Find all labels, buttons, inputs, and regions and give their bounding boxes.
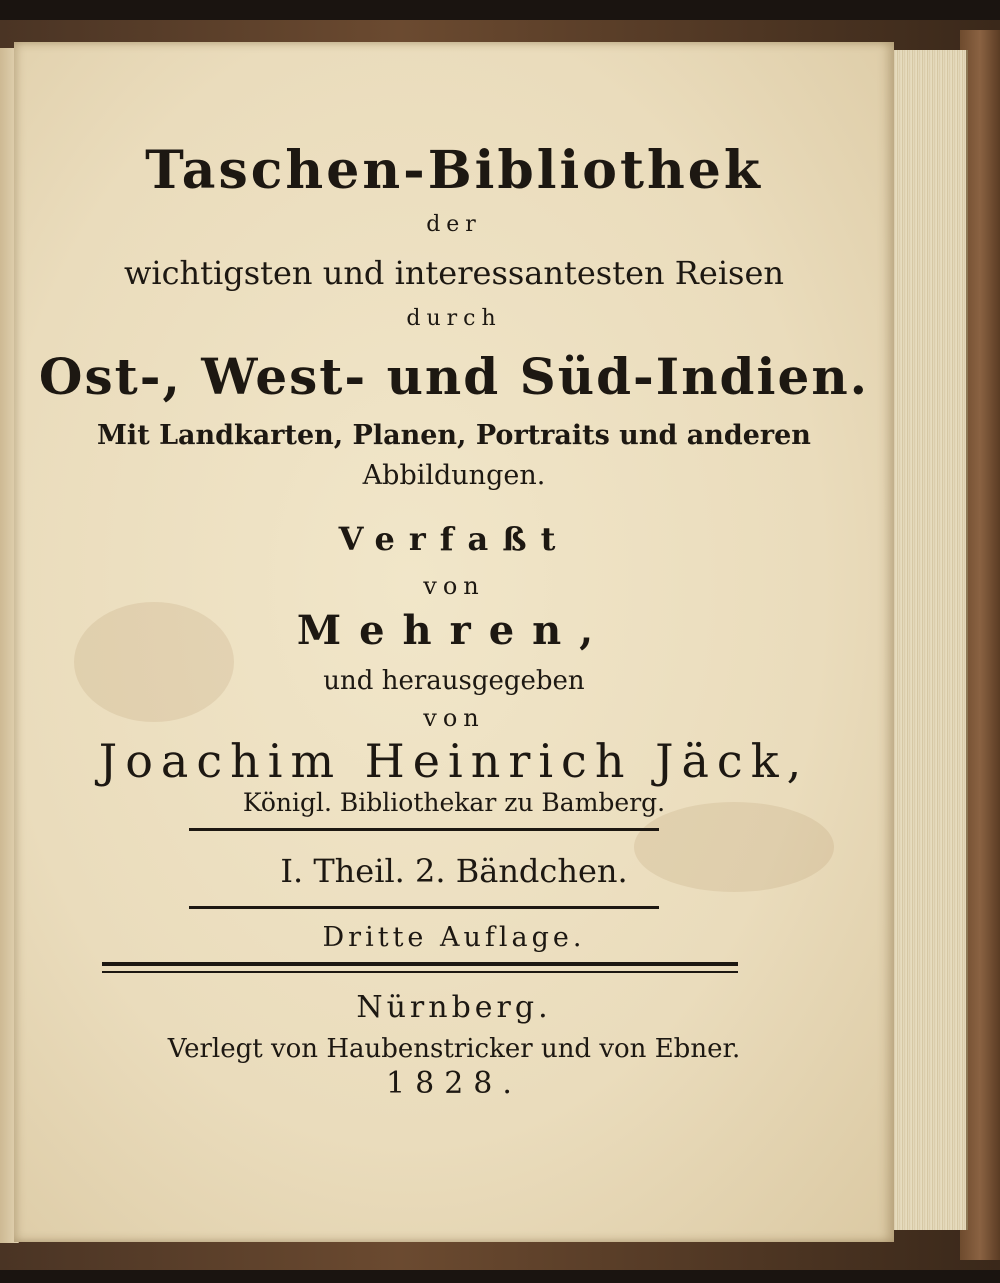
illustrations-line-1: Mit Landkarten, Planen, Portraits und anderen: [97, 420, 811, 451]
double-rule-top: [102, 962, 738, 966]
book-title: Taschen-Bibliothek: [145, 140, 763, 201]
authors: Mehren,: [296, 607, 612, 654]
by-label: von: [423, 572, 485, 600]
publication-place: Nürnberg.: [356, 990, 552, 1025]
subtitle-line-2: Ost-, West- und Süd-Indien.: [38, 347, 870, 406]
title-der: der: [426, 212, 482, 237]
title-page: [14, 42, 894, 1242]
divider-rule: [189, 906, 659, 909]
publication-year: 1828.: [386, 1066, 522, 1101]
subtitle-line-1: wichtigsten und interessantesten Reisen: [123, 254, 785, 292]
illustrations-line-2: Abbildungen.: [362, 460, 546, 491]
authored-label: Verfaßt: [338, 520, 570, 558]
title-durch: durch: [406, 306, 502, 331]
publisher: Verlegt von Haubenstricker und von Ebner.: [167, 1034, 741, 1064]
edition: Dritte Auflage.: [322, 922, 586, 953]
page-stack: [888, 50, 968, 1230]
double-rule-bottom: [102, 971, 738, 973]
divider-rule: [189, 828, 659, 831]
by-label-2: von: [423, 704, 485, 732]
editor-name: Joachim Heinrich Jäck,: [98, 734, 810, 788]
editor-role: Königl. Bibliothekar zu Bamberg.: [242, 788, 666, 817]
edited-label: und herausgegeben: [323, 666, 585, 696]
volume-info: I. Theil. 2. Bändchen.: [280, 852, 628, 890]
